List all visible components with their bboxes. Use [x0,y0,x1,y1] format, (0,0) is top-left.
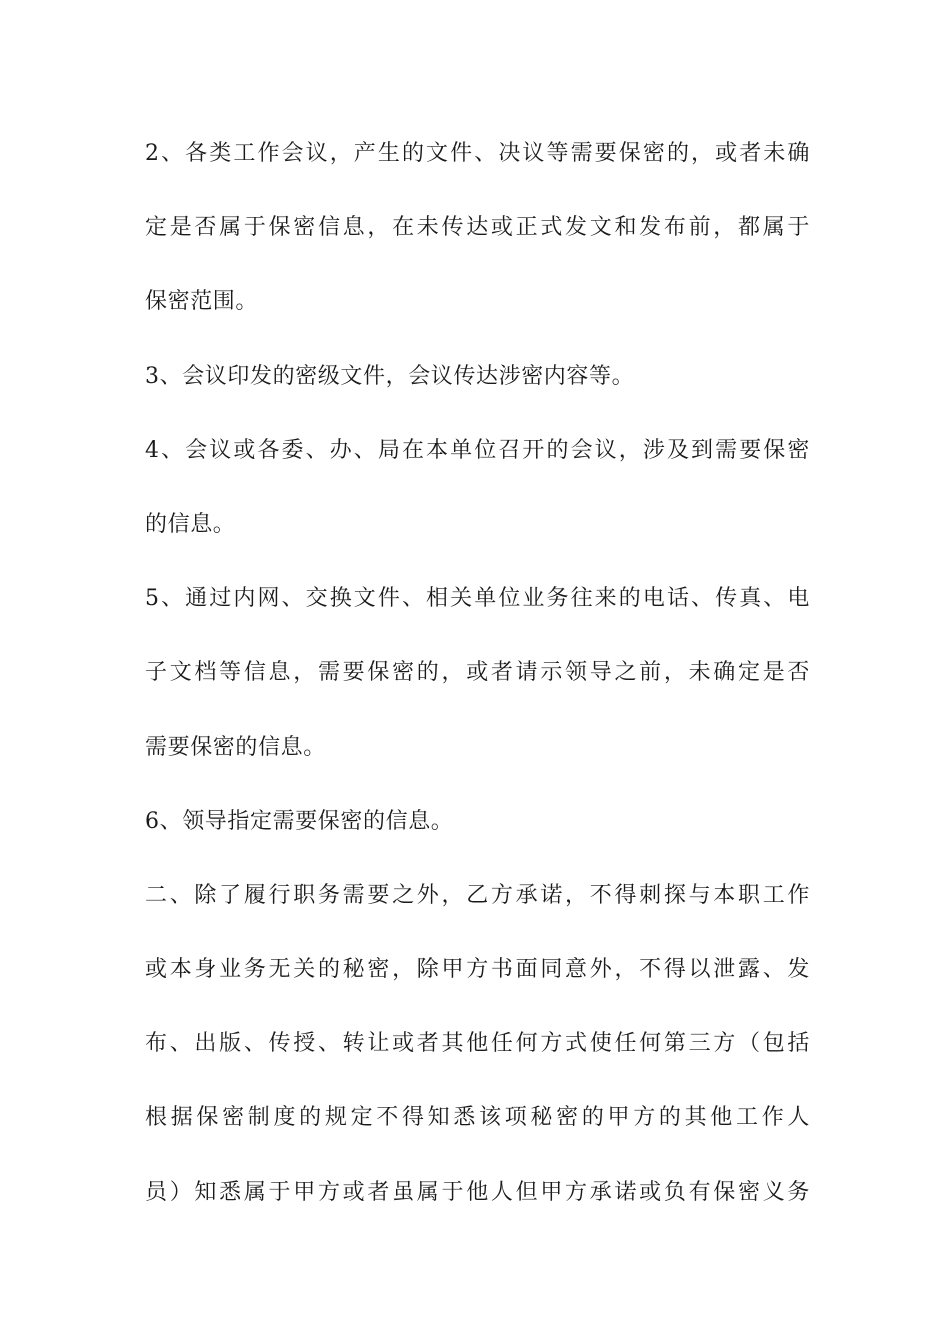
text-line: 定是否属于保密信息，在未传达或正式发文和发布前，都属于 [145,215,810,241]
text-line: 根据保密制度的规定不得知悉该项秘密的甲方的其他工作人 [145,1105,810,1131]
text-line: 二、除了履行职务需要之外，乙方承诺，不得刺探与本职工作 [145,882,810,908]
text-line: 保密范围。 [145,289,259,315]
text-line: 子文档等信息，需要保密的，或者请示领导之前，未确定是否 [145,660,810,686]
document-body [145,130,810,1243]
text-line: 6、领导指定需要保密的信息。 [145,808,454,834]
text-line: 3、会议印发的密级文件，会议传达涉密内容等。 [145,363,635,389]
text-line: 2、各类工作会议，产生的文件、决议等需要保密的，或者未确 [145,141,810,166]
text-line: 需要保密的信息。 [145,734,326,760]
text-line: 布、出版、传授、转让或者其他任何方式使任何第三方（包括 [145,1031,810,1057]
text-line: 的信息。 [145,511,236,537]
text-line: 4、会议或各委、办、局在本单位召开的会议，涉及到需要保密 [145,437,810,463]
text-line: 员）知悉属于甲方或者虽属于他人但甲方承诺或负有保密义务 [145,1179,810,1205]
text-line: 5、通过内网、交换文件、相关单位业务往来的电话、传真、电 [145,586,810,612]
text-line: 或本身业务无关的秘密，除甲方书面同意外，不得以泄露、发 [145,957,810,983]
